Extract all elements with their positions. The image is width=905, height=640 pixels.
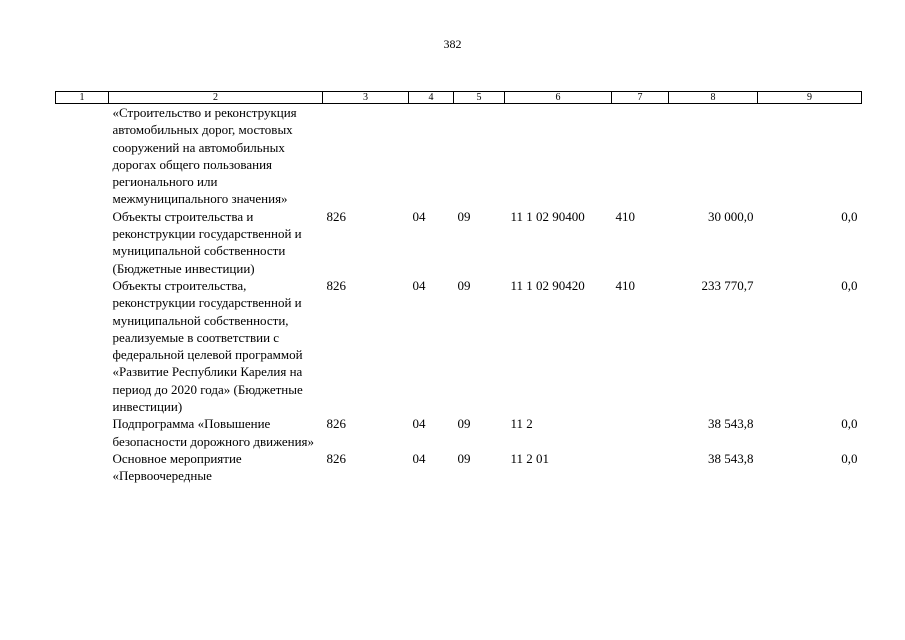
cell-name: «Строительство и реконструкция автомобильных дорог, мостовых сооружений на автомобильных дорогах общего пользования регионального или межмуниципального значения»: [112, 105, 297, 207]
cell-admin-code: 826: [326, 277, 346, 293]
cell-target-code: 11 1 02 90400: [510, 208, 585, 224]
cell-section: 04: [412, 208, 426, 224]
cell-col-1: [56, 277, 109, 415]
cell-name: Объекты строительства и реконструкции государственной и муниципальной собственности (Бюджетные инвестиции): [112, 208, 302, 276]
table-row: [56, 415, 862, 450]
cell-subsection: 09: [457, 208, 471, 224]
cell-subsection: 09: [457, 277, 471, 293]
cell-section: 04: [412, 450, 426, 466]
table-body: [56, 104, 862, 485]
header-col-4: 4: [409, 92, 454, 104]
cell-federal-amount: [758, 104, 862, 208]
header-row: [56, 92, 862, 104]
cell-federal-amount: 0,0: [841, 450, 858, 466]
header-col-8: 8: [669, 92, 758, 104]
cell-subsection: 09: [457, 416, 471, 432]
cell-admin-code: 826: [326, 208, 346, 224]
cell-federal-amount: 0,0: [841, 277, 858, 293]
cell-name: Основное мероприятие «Первоочередные: [112, 450, 242, 484]
cell-name: Объекты строительства, реконструкции государственной и муниципальной собственности, реализуемые в соответствии с федеральной целевой программой «Развитие Республики Карелия на период до 2020 года» (Бюджетные инвестиции): [112, 277, 303, 415]
cell-federal-amount: 0,0: [841, 416, 858, 432]
cell-expense-type: [612, 104, 669, 208]
cell-target-code: 11 2 01: [510, 450, 550, 466]
table-header: [56, 92, 862, 104]
header-col-2: 2: [109, 92, 323, 104]
cell-amount: [669, 104, 758, 208]
cell-section: [409, 104, 454, 208]
cell-target-code: 11 1 02 90420: [510, 277, 585, 293]
table-row: [56, 208, 862, 277]
cell-col-1: [56, 208, 109, 277]
cell-expense-type: 410: [615, 208, 635, 224]
header-col-7: 7: [612, 92, 669, 104]
cell-section: 04: [412, 416, 426, 432]
header-col-1: 1: [56, 92, 109, 104]
cell-expense-type: 410: [615, 277, 635, 293]
cell-admin-code: [323, 104, 409, 208]
cell-amount: 38 543,8: [708, 416, 754, 432]
cell-admin-code: 826: [326, 416, 346, 432]
cell-subsection: 09: [457, 450, 471, 466]
budget-table: [55, 91, 862, 485]
page-number: 382: [443, 37, 462, 51]
header-col-9: 9: [758, 92, 862, 104]
cell-section: 04: [412, 277, 426, 293]
table-row: [56, 104, 862, 208]
cell-expense-type: [612, 450, 669, 485]
cell-admin-code: 826: [326, 450, 346, 466]
cell-amount: 30 000,0: [708, 208, 754, 224]
cell-col-1: [56, 415, 109, 450]
header-col-6: 6: [505, 92, 612, 104]
cell-subsection: [454, 104, 505, 208]
cell-federal-amount: 0,0: [841, 208, 858, 224]
cell-name: Подпрограмма «Повышение безопасности дорожного движения»: [112, 416, 315, 449]
cell-amount: 38 543,8: [708, 450, 754, 466]
cell-amount: 233 770,7: [701, 277, 754, 293]
header-col-5: 5: [454, 92, 505, 104]
header-col-3: 3: [323, 92, 409, 104]
cell-target-code: 11 2: [510, 416, 533, 432]
table-row: [56, 450, 862, 485]
cell-expense-type: [612, 415, 669, 450]
cell-col-1: [56, 450, 109, 485]
table-row: [56, 277, 862, 415]
cell-target-code: [505, 104, 612, 208]
cell-col-1: [56, 104, 109, 208]
